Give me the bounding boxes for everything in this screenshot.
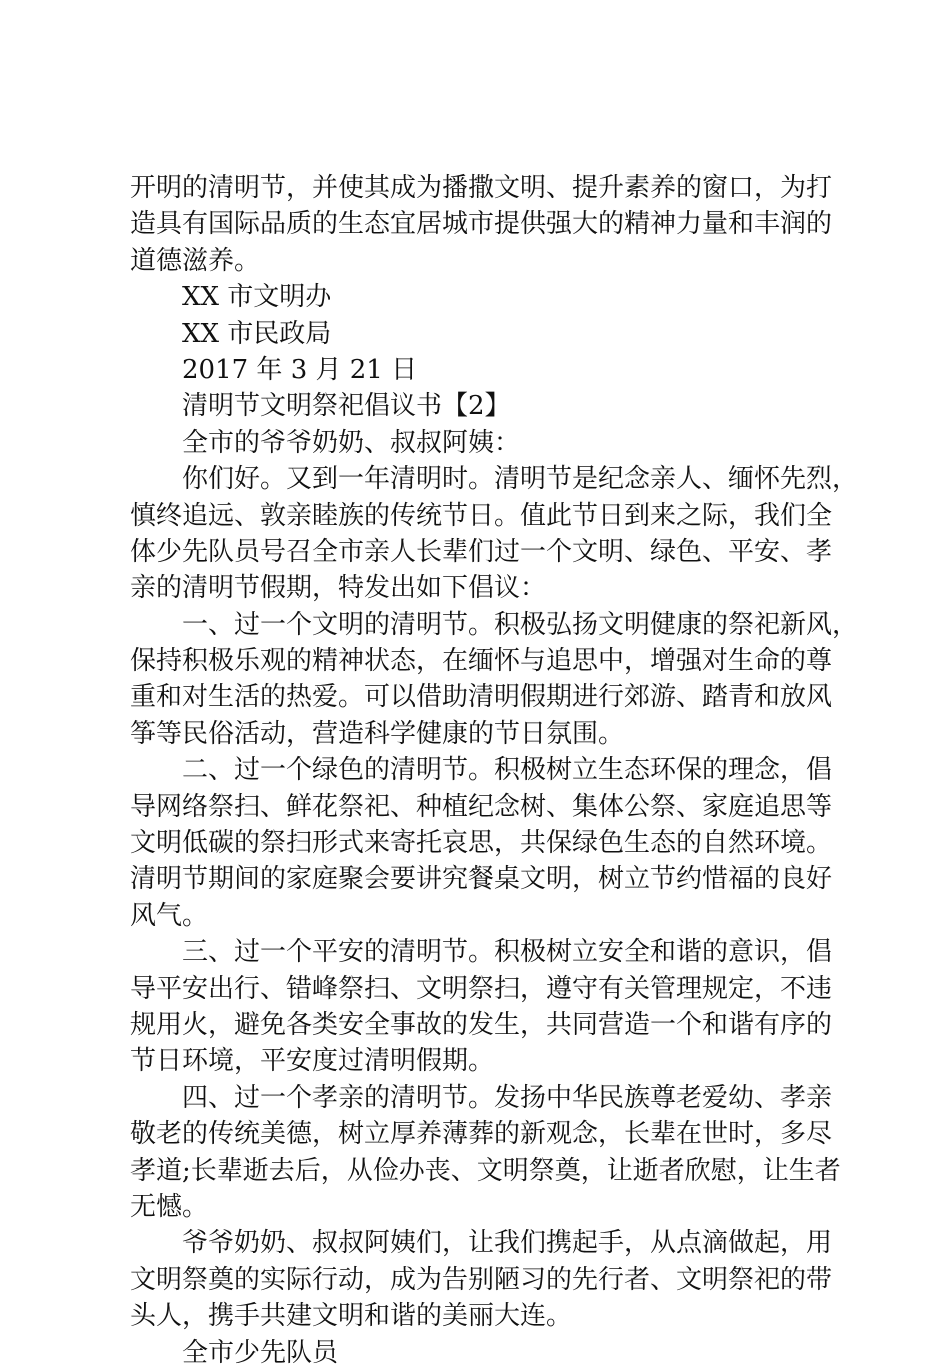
- text-line: 二、过一个绿色的清明节。积极树立生态环保的理念，倡: [182, 755, 833, 786]
- text-line: 三、过一个平安的清明节。积极树立安全和谐的意识，倡: [182, 937, 833, 968]
- text-line: 爷爷奶奶、叔叔阿姨们，让我们携起手，从点滴做起，用: [182, 1228, 833, 1259]
- text-line: 全市的爷爷奶奶、叔叔阿姨：: [182, 427, 521, 458]
- text-line: 无憾。: [130, 1191, 209, 1222]
- text-line: 节日环境，平安度过清明假期。: [130, 1046, 495, 1077]
- text-line: 慎终追远、敦亲睦族的传统节日。值此节日到来之际，我们全: [130, 500, 833, 531]
- text-line: 体少先队员号召全市亲人长辈们过一个文明、绿色、平安、孝: [130, 536, 833, 567]
- text-line: 风气。: [130, 900, 209, 931]
- text-line: 道德滋养。: [130, 245, 261, 276]
- text-line: 导网络祭扫、鲜花祭祀、种植纪念树、集体公祭、家庭追思等: [130, 791, 833, 822]
- text-line: 开明的清明节，并使其成为播撒文明、提升素养的窗口，为打: [130, 173, 833, 203]
- text-line: 四、过一个孝亲的清明节。发扬中华民族尊老爱幼、孝亲: [182, 1082, 833, 1113]
- text-line: 筝等民俗活动，营造科学健康的节日氛围。: [130, 718, 625, 749]
- text-line: 头人，携手共建文明和谐的美丽大连。: [130, 1301, 573, 1332]
- text-line: 文明低碳的祭扫形式来寄托哀思，共保绿色生态的自然环境。: [130, 828, 833, 859]
- text-line: 导平安出行、错峰祭扫、文明祭扫，遵守有关管理规定，不违: [130, 973, 833, 1004]
- text-line: XX 市文明办: [182, 282, 332, 313]
- text-line: 重和对生活的热爱。可以借助清明假期进行郊游、踏青和放风: [130, 682, 833, 713]
- text-line: 你们好。又到一年清明时。清明节是纪念亲人、缅怀先烈，: [182, 464, 859, 495]
- text-line: 规用火，避免各类安全事故的发生，共同营造一个和谐有序的: [130, 1009, 833, 1040]
- text-line: 孝道;长辈逝去后，从俭办丧、文明祭奠，让逝者欣慰，让生者: [130, 1155, 841, 1186]
- text-line: 一、过一个文明的清明节。积极弘扬文明健康的祭祀新风，: [182, 609, 859, 640]
- text-line: 全市少先队员: [182, 1337, 339, 1368]
- text-line: 亲的清明节假期，特发出如下倡议：: [130, 573, 547, 604]
- text-line: 2017 年 3 月 21 日: [182, 354, 418, 385]
- text-line: XX 市民政局: [182, 318, 332, 349]
- text-line: 文明祭奠的实际行动，成为告别陋习的先行者、文明祭祀的带: [130, 1264, 833, 1295]
- text-line: 保持积极乐观的精神状态，在缅怀与追思中，增强对生命的尊: [130, 646, 833, 677]
- text-line: 敬老的传统美德，树立厚养薄葬的新观念，长辈在世时，多尽: [130, 1119, 833, 1150]
- text-line: 清明节期间的家庭聚会要讲究餐桌文明，树立节约惜福的良好: [130, 864, 833, 895]
- text-line: 清明节文明祭祀倡议书【2】: [182, 391, 511, 422]
- document-body: [130, 170, 859, 1371]
- text-line: 造具有国际品质的生态宜居城市提供强大的精神力量和丰润的: [130, 209, 833, 240]
